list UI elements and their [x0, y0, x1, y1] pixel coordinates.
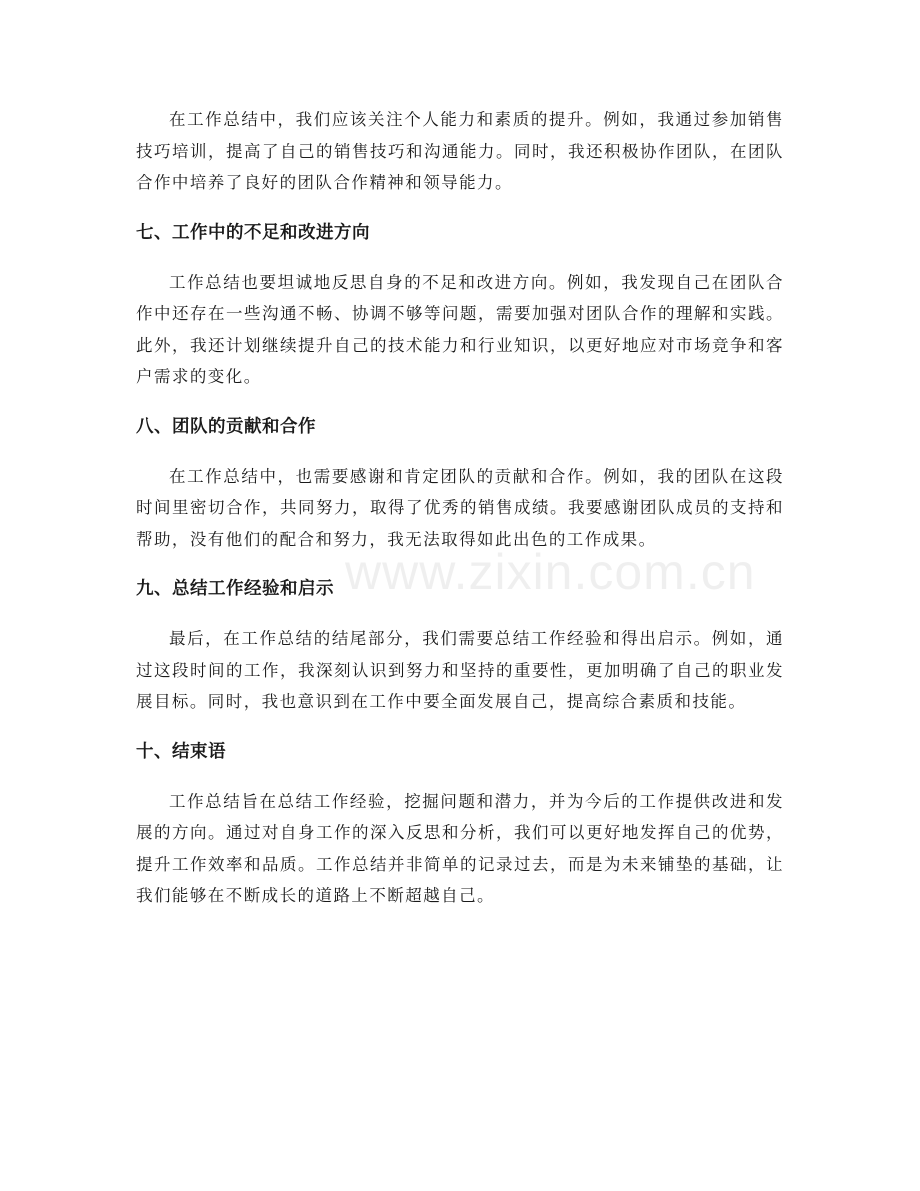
paragraph-team-contribution: 在工作总结中，也需要感谢和肯定团队的贡献和合作。例如，我的团队在这段时间里密切合作，共同努力，取得了优秀的销售成绩。我要感谢团队成员的支持和帮助，没有他们的配合和努力，我无法取得如此出色的工作成果。: [136, 466, 784, 549]
spacer: [136, 718, 784, 737]
paragraph-experience-lessons: 最后，在工作总结的结尾部分，我们需要总结工作经验和得出启示。例如，通过这段时间的工作，我深刻认识到努力和坚持的重要性，更加明确了自己的职业发展目标。同时，我也意识到在工作中要全面发展自己，提高综合素质和技能。: [136, 629, 784, 711]
spacer: [136, 248, 784, 267]
document-page: [136, 104, 784, 912]
heading-team-contribution: 八、团队的贡献和合作: [136, 416, 316, 437]
heading-shortcomings: 七、工作中的不足和改进方向: [136, 222, 370, 243]
spacer: [136, 393, 784, 412]
paragraph-shortcomings: 工作总结也要坦诚地反思自身的不足和改进方向。例如，我发现自己在团队合作中还存在一些沟通不畅、协调不够等问题，需要加强对团队合作的理解和实践。此外，我还计划继续提升自己的技术能力和行业知识，以更好地应对市场竞争和客户需求的变化。: [136, 272, 784, 386]
spacer: [136, 767, 784, 786]
spacer: [136, 442, 784, 461]
heading-experience-lessons: 九、总结工作经验和启示: [136, 579, 334, 599]
heading-conclusion: 十、结束语: [136, 741, 226, 762]
spacer: [136, 555, 784, 574]
paragraph-personal-growth: 在工作总结中，我们应该关注个人能力和素质的提升。例如，我通过参加销售技巧培训，提高了自己的销售技巧和沟通能力。同时，我还积极协作团队，在团队合作中培养了良好的团队合作精神和领导能力。: [136, 110, 784, 192]
spacer: [136, 199, 784, 218]
spacer: [136, 604, 784, 623]
paragraph-conclusion: 工作总结旨在总结工作经验，挖掘问题和潜力，并为今后的工作提供改进和发展的方向。通过对自身工作的深入反思和分析，我们可以更好地发挥自己的优势，提升工作效率和品质。工作总结并非简单的记录过去，而是为未来铺垫的基础，让我们能够在不断成长的道路上不断超越自己。: [136, 791, 784, 905]
watermark: www.zixin.com.cn: [345, 544, 756, 600]
